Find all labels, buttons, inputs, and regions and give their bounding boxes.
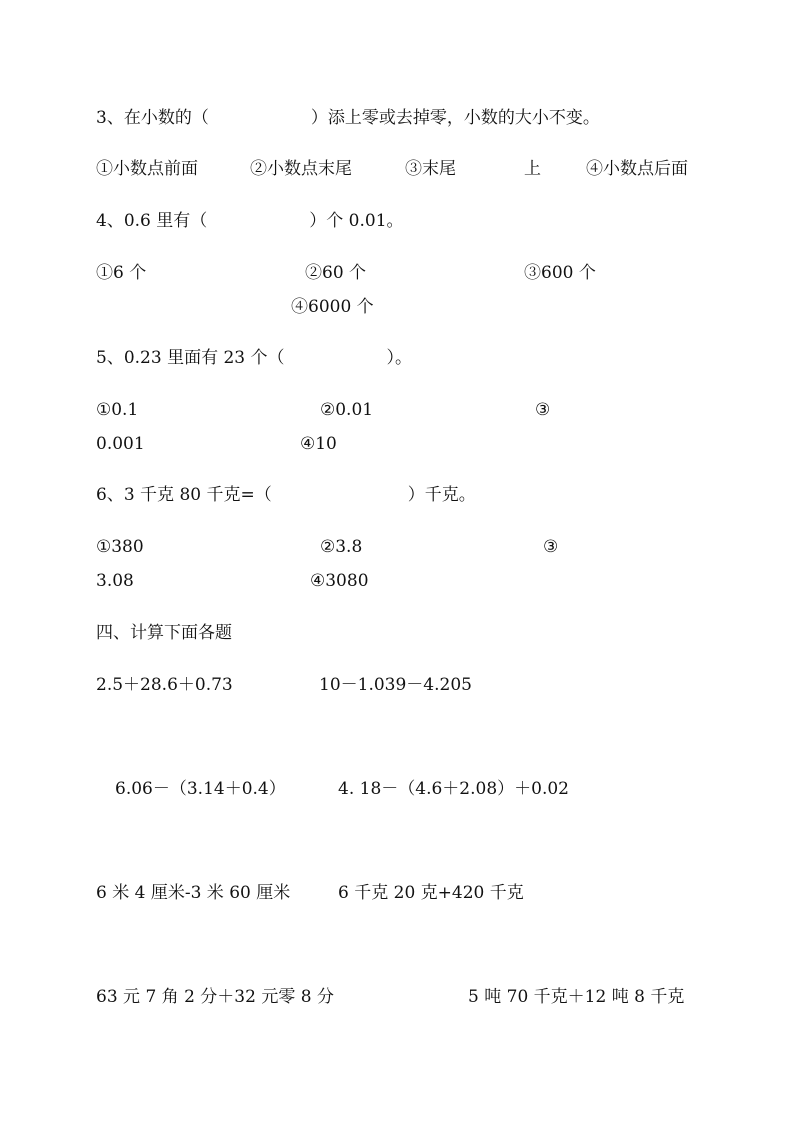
question-4: 4、0.6 里有（ ）个 0.01。 <box>96 211 404 231</box>
calc-problem-3: 6.06－（3.14＋0.4） <box>115 779 286 799</box>
section-4-title: 四、计算下面各题 <box>96 623 232 643</box>
calc-problem-2: 10－1.039－4.205 <box>319 675 472 695</box>
q3-option-2: ②小数点末尾 <box>250 159 352 179</box>
q4-option-4: ④6000 个 <box>291 297 374 317</box>
calc-problem-4: 4. 18－（4.6＋2.08）＋0.02 <box>338 779 569 799</box>
question-5: 5、0.23 里面有 23 个（ ）。 <box>96 348 413 368</box>
q3-option-3: ③末尾 <box>405 159 456 179</box>
q6-option-3-marker: ③ <box>543 537 559 557</box>
q6-option-3-value: 3.08 <box>96 571 134 591</box>
q3-option-3-continuation: 上 <box>524 159 541 179</box>
q6-option-4: ④3080 <box>310 571 369 591</box>
q5-option-3-value: 0.001 <box>96 434 145 454</box>
q6-option-1: ①380 <box>96 537 144 557</box>
calc-problem-5: 6 米 4 厘米-3 米 60 厘米 <box>96 883 291 903</box>
q3-option-4: ④小数点后面 <box>586 159 688 179</box>
q5-option-1: ①0.1 <box>96 400 139 420</box>
q6-option-2: ②3.8 <box>320 537 363 557</box>
q4-option-1: ①6 个 <box>96 263 147 283</box>
q4-option-2: ②60 个 <box>305 263 367 283</box>
q4-option-3: ③600 个 <box>524 263 596 283</box>
q5-option-2: ②0.01 <box>320 400 374 420</box>
calc-problem-1: 2.5＋28.6＋0.73 <box>96 675 233 695</box>
calc-problem-7: 63 元 7 角 2 分＋32 元零 8 分 <box>96 987 334 1007</box>
q5-option-4: ④10 <box>300 434 337 454</box>
question-6: 6、3 千克 80 千克=（ ）千克。 <box>96 485 476 505</box>
question-3: 3、在小数的（ ）添上零或去掉零，小数的大小不变。 <box>96 108 600 128</box>
q3-option-1: ①小数点前面 <box>96 159 198 179</box>
calc-problem-6: 6 千克 20 克+420 千克 <box>338 883 524 903</box>
q5-option-3-marker: ③ <box>535 400 551 420</box>
calc-problem-8: 5 吨 70 千克＋12 吨 8 千克 <box>468 987 685 1007</box>
